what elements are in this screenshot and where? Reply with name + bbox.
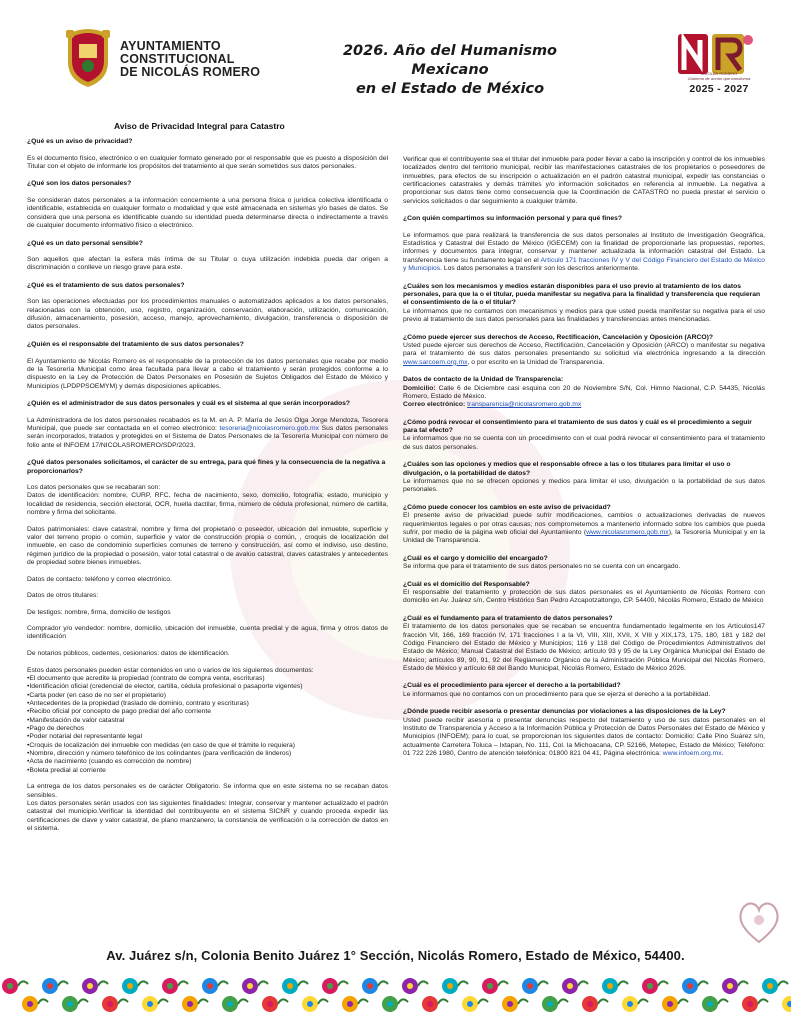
section-text: Le informamos que no se cuenta con un procedimiento con el cual podrá revocar el consentimiento para el tratamiento de sus datos personales. <box>403 435 765 451</box>
section-question: ¿Cómo puede ejercer sus derechos de Acceso, Rectificación, Cancelación y Oposición (ARCO)? <box>403 333 713 341</box>
section-text: Datos de contacto: teléfono y correo electrónico. <box>27 575 172 583</box>
section-text <box>27 417 388 450</box>
section-administrator <box>27 400 388 450</box>
section-complaints <box>403 708 765 758</box>
flower-center <box>667 1001 673 1007</box>
section-question: ¿Qué datos personales solicitamos, el carácter de su entrega, para qué fines y la consecuencia de la negativa a proporcionarlos? <box>27 459 386 475</box>
section-question: ¿Cuáles son los mecanismos y medios estarán disponibles para el uso previo al tratamiento de los datos personales, para que la o el titular, pueda manifestar su negativa para la finalidad y transferencia que requieran el consentimiento de la o el titular? <box>403 282 761 307</box>
list-item: •Croquis de localización del inmueble con medidas (en caso de que el trámite lo requiera) <box>27 741 296 749</box>
municipal-seal-icon <box>62 26 114 88</box>
flower-center <box>687 983 693 989</box>
flower-center <box>467 1001 473 1007</box>
flower-center <box>487 983 493 989</box>
section-text: Datos patrimoniales: clave catastral, nombre y firma del propietario o poseedor, ubicación del inmueble, superficie y valor del terreno propio o común, superficie y valor de construcción propia o común, , croquis de localización del inmueble, en caso de condominio superficies comunes de terreno y construcción, así como el indiviso, uso destino, régimen jurídico de la propiedad o posesión, valor total catastral o de avalúo catastral, claves catastrales y antecedentes de propiedad sobre bienes inmuebles. <box>27 525 388 566</box>
section-processor <box>403 555 765 572</box>
list-item: •Boleta predial al corriente <box>27 766 106 774</box>
section-text <box>403 232 765 274</box>
flower-center <box>767 983 773 989</box>
flower-center <box>307 1001 313 1007</box>
flower-center <box>567 983 573 989</box>
section-text <box>403 401 765 409</box>
floral-border-icon <box>0 966 791 1024</box>
flower-center <box>367 983 373 989</box>
section-text <box>27 484 388 517</box>
section-question: ¿Qué es un aviso de privacidad? <box>27 138 133 145</box>
section-purposes-continued <box>403 156 765 206</box>
section-question: ¿Quién es el responsable del tratamiento de sus datos personales? <box>27 341 244 348</box>
floral-heart-icon <box>735 896 783 946</box>
text-run: Sus datos personales serán incorporados, tratados y protegidos en el Sistema de Datos Personales de la Tesorería Municipal con número de folio ante el INFOEM 17/NICOLASROMERO/SDP/2023. <box>27 424 388 449</box>
text-run: Los datos personales serán usados con las siguientes finalidades: Integrar, conservar y mantener actualizado el padrón catastral del municipio.Verificar la identidad del contribuyente en el sistema SICNR y cuando proceda expedir las certificaciones de clave y valor catastral, de plano manzanero; la constancia de verificación o la corrección de datos en el sistema. <box>27 799 388 832</box>
infoem-link[interactable]: www.infoem.org.mx <box>662 750 722 758</box>
section-question: ¿Cómo podrá revocar el consentimiento para el tratamiento de sus datos y cuál es el procedimiento a seguir para tal efecto? <box>403 418 752 435</box>
document-title: Aviso de Privacidad Integral para Catastro <box>114 121 285 131</box>
section-text <box>403 717 765 759</box>
flower-center <box>427 1001 433 1007</box>
section-question: ¿Quién es el administrador de sus datos personales y cuál es el sistema al que serán incorporados? <box>27 400 350 408</box>
text-run: Datos de identificación: nombre, CURP, RFC, fecha de nacimiento, sexo, domicilio, fotografía; estado, municipio y localidad de residencia, sección electoral, OCR, huella dactilar, firma, número de cédula profesional, número de cartilla, nombre y firma del solicitante. <box>27 492 388 517</box>
flower-center <box>347 1001 353 1007</box>
list-item: •Recibo oficial por concepto de pago predial del año corriente <box>27 708 211 716</box>
brand-caption: NICOLÁS ROMERO <box>700 71 738 76</box>
section-legal-basis <box>403 615 765 673</box>
text-run: La entrega de los datos personales es de carácter Obligatorio. Se informa que en este sistema no se recaban datos sensibles. <box>27 783 388 799</box>
section-question: ¿Con quién compartimos su información personal y para qué fines? <box>403 215 623 223</box>
section-limit-use <box>403 461 765 494</box>
flower-center <box>187 1001 193 1007</box>
flower-center <box>327 983 333 989</box>
brand-years: 2025 - 2027 <box>689 83 749 95</box>
section-text: De notarios públicos, cedentes, cesionarios: datos de identificación. <box>27 650 230 657</box>
section-text: Se informa que para el tratamiento de sus datos personales no se cuenta con un encargado. <box>403 563 681 571</box>
text-run: . Los datos personales a transferir son los descritos anteriormente. <box>440 265 640 273</box>
section-question: ¿Dónde puede recibir asesoría o presentar denuncias por violaciones a las disposiciones de la Ley? <box>403 708 726 716</box>
section-text: Le informamos que no se ofrecen opciones y medios para limitar el uso, divulgación o la portabilidad de sus datos personales. <box>403 477 765 494</box>
left-column <box>27 138 388 842</box>
text-run: Usted puede ejercer sus derechos de Acceso, Rectificación, Cancelación y Oposición (ARCO) o manifestar su negativa para el tratamiento de sus datos personales presentando su solicitud vía electrónica ingresando a la dirección <box>403 341 765 358</box>
section-sensitive-data <box>27 240 388 273</box>
slogan-line: 2026. Año del Humanismo Mexicano <box>342 43 558 78</box>
treasury-email-link[interactable]: tesoreria@nicolasromero.gob.mx <box>219 424 320 432</box>
section-question: ¿Qué es el tratamiento de sus datos personales? <box>27 281 185 289</box>
section-text: Es el documento físico, electrónico o en cualquier formato generado por el responsable que es puesto a disposición del Titular con el objeto de informarle los propósitos del tratamiento al que serán sometidos sus datos personales. <box>27 154 388 170</box>
flower-center <box>107 1001 113 1007</box>
section-text: Datos de otros titulares: <box>27 592 99 600</box>
section-text: El tratamiento de los datos personales que se recaban se encuentra fundamentado legalmente en los Artículos147 fracción VII, 166, 169 fracción IV, 171 fracciones I a la VI, VIII, XIII, XVII, X VIII y XIX,173, 175, 180, 181 y 182 del Código Financiero del Estado de México y Municipios; 116 y 118 del Código de Procedimientos Administrativos del Estado de México; Manual Catastral del Estado de México; artículo 93 y 95 de la Ley Orgánica Municipal del Estado de México; artículos 89, 90, 91, 92 del Reglamento Orgánico de la Administración Pública Municipal del Nicolás Romero, Estado de México y artículo 68 del Bando Municipal, Nicolás Romero, Estado de México 2026. <box>403 623 765 672</box>
section-text <box>403 512 765 545</box>
section-personal-data <box>27 180 388 230</box>
list-item: •Acta de nacimiento (cuando es corrección de nombre) <box>27 758 192 766</box>
list-item: •Carta poder (en caso de no ser el propietario) <box>27 691 166 699</box>
section-responsible <box>27 341 388 391</box>
flower-center <box>287 983 293 989</box>
flower-center <box>627 1001 633 1007</box>
text-run: Calle 6 de Diciembre casi esquina con 20 de Noviembre S/N, Col. Himno Nacional, C.P. 54435, Nicolás Romero, Estado de México. <box>403 384 765 400</box>
list-item: •Nombre, dirección y número telefónico de los colindantes (para verificación de linderos) <box>27 749 292 757</box>
section-text: Verificar que el contribuyente sea el titular del inmueble para poder llevar a cabo la inscripción y control de los inmuebles localizados dentro del territorio municipal, recibir las manifestaciones catastrales de los propietarios o poseedores de inmuebles, para efectos de su inscripción o actualización en el padrón catastral municipal, expedir las constancias o certificaciones catastrales y demás trámites y/o información solicitados en referencia al inmueble. La negativa a proporcionar sus datos tiene como consecuencia que la Coordinación de CATASTRO no pueda prestar el servicio o servicios solicitados o dar seguimiento a cualquier trámite. <box>403 156 765 205</box>
section-question: ¿Cuál es el cargo y domicilio del encargado? <box>403 554 548 562</box>
flower-center <box>647 983 653 989</box>
section-responsible-address <box>403 581 765 606</box>
section-revoke-consent <box>403 419 765 452</box>
section-question: ¿Cómo puede conocer los cambios en este aviso de privacidad? <box>403 503 611 511</box>
section-what-is-notice <box>27 138 388 171</box>
section-text: Le informamos que no contamos con mecanismos y medios para que usted pueda manifestar su negativa para el uso previo al tratamiento de sus datos personales para las finalidades y transferencias antes mencionadas. <box>403 307 765 324</box>
text-run: La Administradora de los datos personales recabados es la M. en A. P. María de Jesús Olga Jorge Mendoza, Tesorera Municipal, que puede ser contactada en el correo electrónico: <box>27 416 388 432</box>
flower-center <box>227 1001 233 1007</box>
text-run: , o por escrito en la Unidad de Transparencia. <box>467 358 605 366</box>
section-question: Datos de contacto de la Unidad de Transparencia: <box>403 376 564 384</box>
org-name-line: DE NICOLÁS ROMERO <box>120 65 261 79</box>
list-item: •Poder notarial del representante legal <box>27 733 142 741</box>
org-name-line: AYUNTAMIENTO <box>120 39 221 53</box>
footer-address: Av. Juárez s/n, Colonia Benito Juárez 1° Sección, Nicolás Romero, Estado de México, 54400. <box>106 948 685 963</box>
flower-center <box>747 1001 753 1007</box>
flower-center <box>47 983 53 989</box>
page-header <box>0 0 791 112</box>
flower-center <box>707 1001 713 1007</box>
flower-center <box>547 1001 553 1007</box>
section-question: ¿Cuál es el fundamento para el tratamiento de datos personales? <box>403 614 613 622</box>
section-text <box>27 783 388 833</box>
list-item: •Identificación oficial (credencial de elector, cartilla, cédula profesional o pasaporte vigentes) <box>27 683 303 691</box>
section-question: ¿Cuál es el procedimiento para ejercer el derecho a la portabilidad? <box>403 682 621 690</box>
section-question: ¿Cuál es el domicilio del Responsable? <box>403 580 530 588</box>
year-slogan <box>320 42 580 99</box>
email-label: Correo electrónico: <box>403 401 466 409</box>
flower-center <box>587 1001 593 1007</box>
municipal-website-link[interactable]: www.nicolasromero.gob.mx <box>586 528 669 536</box>
list-item: •Antecedentes de la propiedad (traslado de dominio, contrato y escrituras) <box>27 699 249 707</box>
legal-article-link[interactable]: Artículo 171 fracciones IV y V del Código Financiero del Estado de México y Municipios <box>403 256 766 273</box>
flower-center <box>447 983 453 989</box>
sarcoem-link[interactable]: www.sarcoem.org.mx <box>403 358 468 366</box>
list-item: •El documento que acredite la propiedad (contrato de compra venta, escrituras) <box>27 674 265 682</box>
section-question: ¿Qué son los datos personales? <box>27 180 132 188</box>
flower-center <box>407 983 413 989</box>
section-arco-rights <box>403 334 765 367</box>
section-portability <box>403 682 765 699</box>
section-treatment <box>27 282 388 332</box>
section-text: El responsable del tratamiento y protección de sus datos personales es el Ayuntamiento de Nicolás Romero con domicilio en Av. Juárez s/n, Centro Histórico San Pedro Azcapotzaltongo, CP. 54400, Nicolás Romero, Estado de México <box>403 588 765 605</box>
address-label: Domicilio: <box>403 384 436 392</box>
section-question: ¿Qué es un dato personal sensible? <box>27 239 143 247</box>
list-item: •Pago de derechos <box>27 724 85 732</box>
text-run: El presente aviso de privacidad puede sufrir modificaciones, cambios o actualizaciones derivadas de nuevos requerimientos legales o por otras causas; nos comprometemos a mantenerlo informado sobre los cambios que pueda sufrir, por medio de la página web oficial del Ayuntamiento ( <box>403 512 765 536</box>
section-notice-changes <box>403 504 765 546</box>
section-text: Le informamos que no contamos con un procedimiento para que se ejerza el derecho a la portabilidad. <box>403 690 711 698</box>
transparency-email-link[interactable]: transparencia@nicolasromero.gob.mx <box>467 401 582 409</box>
text-run: Los datos personales que se recabaran son: <box>27 484 161 492</box>
text-run: Le informamos que para realizará la transferencia de sus datos personales al Instituto de Investigación Geográfica, Estadística y Catastral del Estado de México (IGECEM) con la finalidad de proporcionarle las propuestas, reportes, informes y documentos para integrar, conservar y mantener actualizada la información catastral del Estado. La transferencia tiene su fundamento legal en el <box>403 231 765 264</box>
text-run: ), la Tesorería Municipal y en la Unidad de Transparencia. <box>403 528 766 545</box>
flower-center <box>67 1001 73 1007</box>
right-column <box>403 156 765 768</box>
section-sharing <box>403 215 765 273</box>
section-text: Comprador y/o vendedor: nombre, domicilio, ubicación del inmueble, cuenta predial y de agua, firma y otros datos de identificación <box>27 625 388 641</box>
flower-center <box>727 983 733 989</box>
slogan-line: en el Estado de México <box>355 81 545 97</box>
text-run: . <box>721 750 724 758</box>
section-transparency-contact <box>403 376 765 409</box>
flower-center <box>607 983 613 989</box>
flower-center <box>507 1001 513 1007</box>
flower-center <box>127 983 133 989</box>
flower-center <box>7 983 13 989</box>
section-text: Son aquellos que afectan la esfera más íntima de su Titular o cuya utilización indebida pueda dar origen a discriminación o conlleve un riesgo grave para este. <box>27 256 388 272</box>
section-text: Se consideran datos personales a la información concerniente a una persona física o jurídica colectiva identificada o identificable, establecida en cualquier formato o modalidad y que esté almacenada en sistemas y/o bases de datos. Se considera que una persona es identificable cuando su identidad pueda determinarse directa o indirectamente a través de cualquier documento informativo físico o electrónico. <box>27 196 388 229</box>
list-item: •Manifestación de valor catastral <box>27 716 125 724</box>
section-data-requested <box>27 459 388 833</box>
section-text: De testigos: nombre, firma, domicilio de testigos <box>27 608 171 616</box>
flower-center <box>27 1001 33 1007</box>
flower-center <box>207 983 213 989</box>
text-run: Usted puede recibir asesoría o presentar denuncias respecto del tratamiento y uso de sus datos personales en el Instituto de Transparencia y Acceso a la Información Pública y Protección de Datos Personales del Estado de México y Municipios (INFOEM); para lo cual, se proporcionan los siguientes datos de contacto: Domicilio: Calle Pino Suárez s/n, actualmente Carretera Toluca – Ixtapan, No. 111, Col. la Michoacana, CP. 52166, Metepec, Estado de México; Teléfono: 01 722 226 1980, Centro de atención telefónica: 01800 821 04 41, Página electrónica: <box>403 716 765 758</box>
org-name-line: CONSTITUCIONAL <box>120 52 235 66</box>
flower-center <box>167 983 173 989</box>
list-intro: Estos datos personales pueden estar contenidos en uno o varios de los siguientes documentos: <box>27 666 314 674</box>
section-text: Son las operaciones efectuadas por los procedimientos manuales o automatizados aplicados a los datos personales, relacionadas con la obtención, uso, registro, organización, conservación, elaboración, utilización, comunicación, difusión, almacenamiento, posesión, acceso, manejo, aprovechamiento, divulgación, transferencia o disposición de datos personales. <box>27 298 388 331</box>
flower-center <box>387 1001 393 1007</box>
brand-tagline: Gobierno de acción que transforma <box>687 76 751 81</box>
section-mechanisms <box>403 283 765 325</box>
section-question: ¿Cuáles son las opciones y medios que el responsable ofrece a las o los titulares para limitar el uso o divulgación, o la portabilidad de datos? <box>403 461 731 477</box>
flower-center <box>267 1001 273 1007</box>
flower-center <box>147 1001 153 1007</box>
section-text: El Ayuntamiento de Nicolás Romero es el responsable de la protección de los datos personales que recabe por medio de la Tesorería Municipal como área facultada para llevar a cabo el tratamiento y serán protegidos conforme a lo dispuesto en la Ley de Protección de Datos Personales en Posesión de Sujetos Obligados del Estado de México y Municipios (LPDPPSOEMYM) y demás disposiciones aplicables. <box>27 357 388 390</box>
flower-center <box>247 983 253 989</box>
org-name <box>120 40 260 79</box>
document-list <box>27 667 388 775</box>
section-text <box>403 342 765 367</box>
flower-center <box>87 983 93 989</box>
flower-center <box>527 983 533 989</box>
section-text <box>403 385 765 402</box>
